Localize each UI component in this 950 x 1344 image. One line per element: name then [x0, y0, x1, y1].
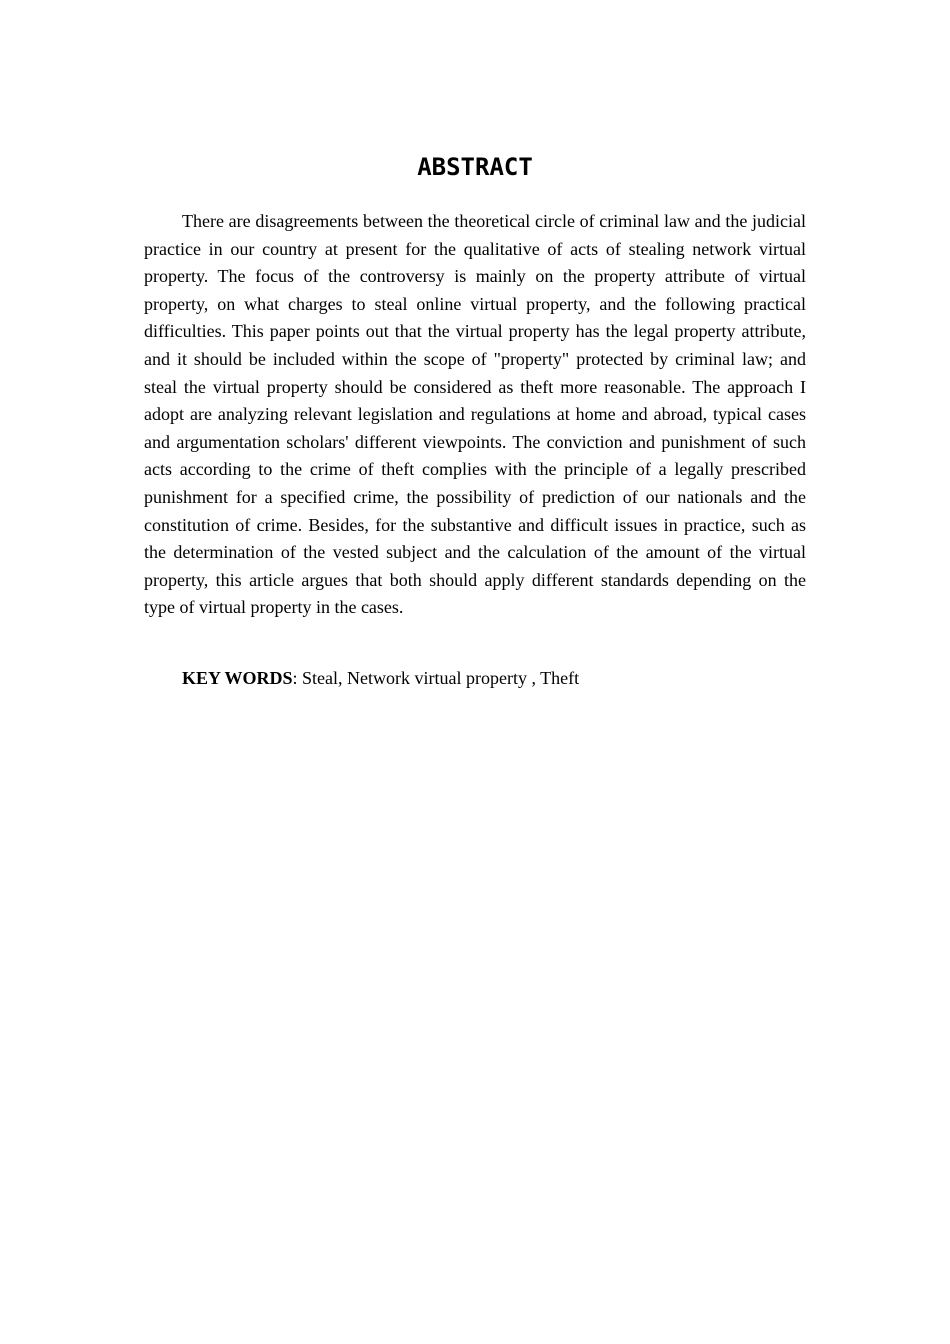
keywords-text: : Steal, Network virtual property , Theft — [292, 668, 580, 688]
abstract-body: There are disagreements between the theoretical circle of criminal law and the judicial practice in our country at present for the qualitative of acts of stealing network virtual property. The focus of the controversy is mainly on the property attribute of virtual property, on what charges to steal online virtual property, and the following practical difficulties. This paper points out that the virtual property has the legal property attribute, and it should be included within the scope of "property" protected by criminal law; and steal the virtual property should be considered as theft more reasonable. The approach I adopt are analyzing relevant legislation and regulations at home and abroad, typical cases and argumentation scholars' different viewpoints. The conviction and punishment of such acts according to the crime of theft complies with the principle of a legally prescribed punishment for a specified crime, the possibility of prediction of our nationals and the constitution of crime. Besides, for the substantive and difficult issues in practice, such as the determination of the vested subject and the calculation of the amount of the virtual property, this article argues that both should apply different standards depending on the type of virtual property in the cases. — [144, 211, 806, 618]
keywords-line — [144, 665, 806, 692]
keywords-label: KEY WORDS — [182, 668, 293, 688]
abstract-title: ABSTRACT — [417, 153, 533, 181]
